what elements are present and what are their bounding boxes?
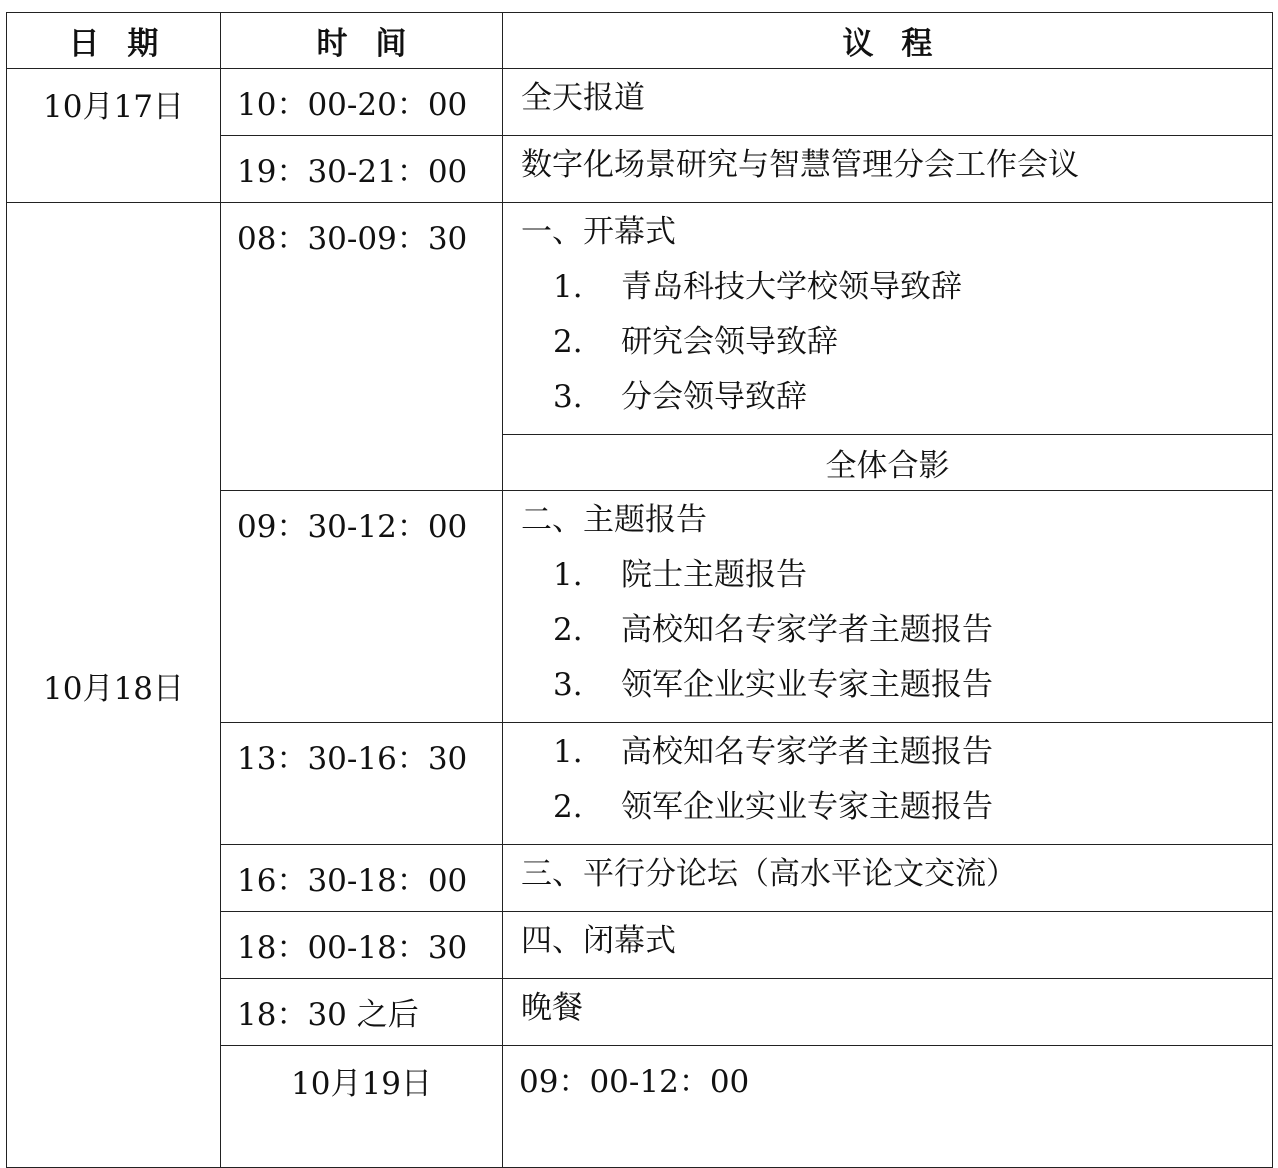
- agenda-line: 晚餐: [521, 990, 583, 1026]
- agenda-cell: [503, 845, 1273, 912]
- agenda-cell: [503, 136, 1273, 203]
- time-cell: 09：30-12：00: [221, 491, 503, 723]
- time-cell: 18：00-18：30: [221, 912, 503, 979]
- item-text: 高校知名专家学者主题报告: [621, 612, 993, 648]
- list-item: [521, 608, 1258, 663]
- agenda-heading: 一、开幕式: [521, 214, 676, 250]
- item-number: 2.: [553, 612, 583, 648]
- item-text: 领军企业实业专家主题报告: [621, 789, 993, 825]
- item-text: 领军企业实业专家主题报告: [621, 667, 993, 703]
- agenda-cell: [503, 491, 1273, 723]
- time-cell: 08：30-09：30: [221, 203, 503, 491]
- list-item: [521, 785, 1258, 840]
- item-number: 2.: [553, 324, 583, 360]
- agenda-cell: [503, 69, 1273, 136]
- item-text: 研究会领导致辞: [621, 324, 838, 360]
- time-cell: 09：00-12：00: [503, 1046, 1273, 1168]
- agenda-line: 全天报道: [521, 80, 645, 116]
- item-number: 1.: [553, 269, 583, 305]
- item-text: 分会领导致辞: [621, 379, 807, 415]
- agenda-line: 数字化场景研究与智慧管理分会工作会议: [521, 147, 1079, 183]
- list-item: [521, 320, 1258, 375]
- date-cell: 10月19日: [221, 1046, 503, 1168]
- list-item: [521, 553, 1258, 608]
- date-cell: 10月18日: [7, 203, 221, 1168]
- list-item: [521, 730, 1258, 785]
- group-photo-cell: 全体合影: [503, 435, 1273, 491]
- agenda-cell: [503, 912, 1273, 979]
- time-cell: 13：30-16：30: [221, 723, 503, 845]
- agenda-cell: [503, 979, 1273, 1046]
- agenda-table: [6, 12, 1273, 1168]
- table-header-row: [7, 13, 1273, 69]
- agenda-cell: [503, 723, 1273, 845]
- item-number: 1.: [553, 734, 583, 770]
- date-cell: 10月17日: [7, 69, 221, 203]
- item-number: 3.: [553, 379, 583, 415]
- time-cell: 16：30-18：00: [221, 845, 503, 912]
- agenda-heading: 二、主题报告: [521, 502, 707, 538]
- list-item: [521, 663, 1258, 718]
- table-row: [7, 69, 1273, 136]
- time-cell: 18：30 之后: [221, 979, 503, 1046]
- item-number: 1.: [553, 557, 583, 593]
- list-item: [521, 265, 1258, 320]
- table-row: [7, 203, 1273, 435]
- item-number: 3.: [553, 667, 583, 703]
- item-text: 青岛科技大学校领导致辞: [621, 269, 962, 305]
- header-time: 时间: [221, 13, 503, 69]
- agenda-line: 三、平行分论坛（高水平论文交流）: [521, 856, 1017, 892]
- item-number: 2.: [553, 789, 583, 825]
- time-cell: 19：30-21：00: [221, 136, 503, 203]
- header-date: 日期: [7, 13, 221, 69]
- agenda-line: 四、闭幕式: [521, 923, 676, 959]
- list-item: [521, 375, 1258, 430]
- header-agenda: 议程: [503, 13, 1273, 69]
- agenda-cell: [503, 203, 1273, 435]
- item-text: 高校知名专家学者主题报告: [621, 734, 993, 770]
- time-cell: 10：00-20：00: [221, 69, 503, 136]
- item-text: 院士主题报告: [621, 557, 807, 593]
